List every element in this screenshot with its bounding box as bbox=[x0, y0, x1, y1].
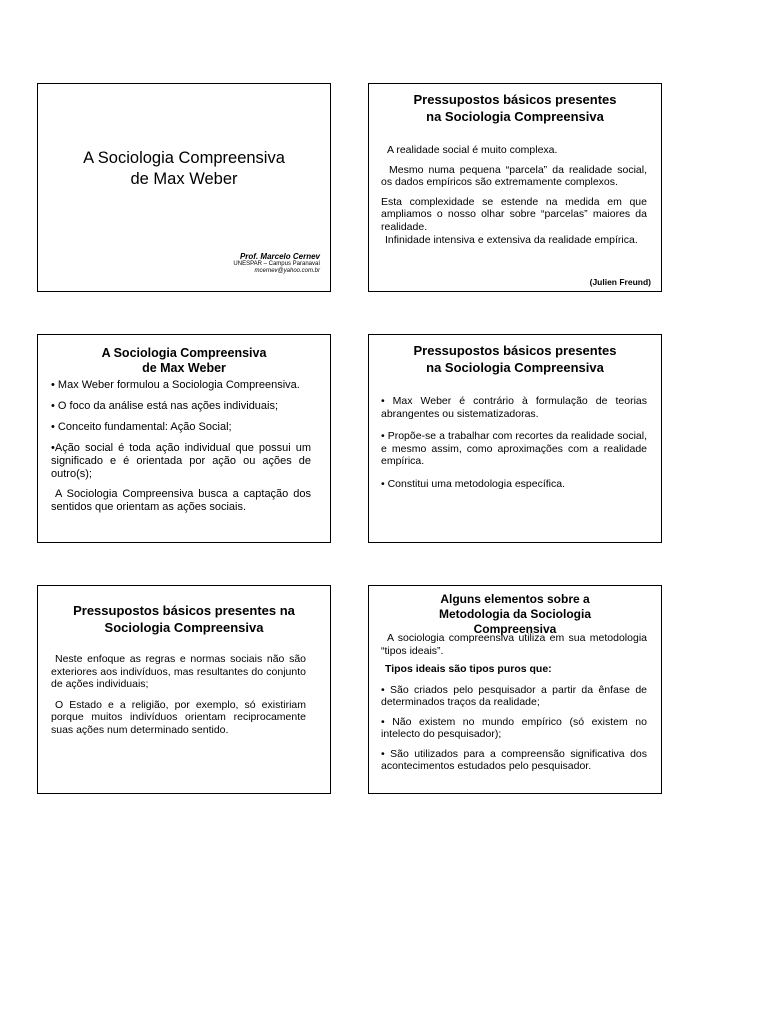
slide-5-body bbox=[51, 653, 306, 743]
author-email: mcernev@yahoo.com.br bbox=[254, 268, 320, 274]
list-item: • Conceito fundamental: Ação Social; bbox=[51, 421, 232, 433]
list-item: • São criados pelo pesquisador a partir da ênfase de determinados traços da realidade; bbox=[381, 683, 647, 708]
author-campus: UNESPAR – Campus Paranavaí bbox=[233, 261, 320, 267]
list-item: •Ação social é toda ação individual que possui um significado e é orientada por ação ou ações de outro(s); bbox=[51, 442, 311, 480]
list-item: • Não existem no mundo empírico (só existem no intelecto do pesquisador); bbox=[381, 715, 647, 740]
slide-4-body bbox=[381, 395, 647, 497]
slide-6 bbox=[368, 585, 662, 794]
list-item: • Max Weber é contrário à formulação de teorias abrangentes ou sistematizadoras. bbox=[381, 395, 647, 420]
slide-2 bbox=[368, 83, 662, 292]
author-block bbox=[233, 252, 320, 275]
slide-6-title: Alguns elementos sobre a Metodologia da Sociologia Compreensiva bbox=[438, 592, 591, 636]
source-citation: (Julien Freund) bbox=[589, 277, 651, 287]
slide-1-title: A Sociologia Compreensiva de Max Weber bbox=[83, 149, 285, 188]
slide-5-title: Pressupostos básicos presentes na Sociologia Compreensiva bbox=[73, 603, 295, 635]
paragraph: Neste enfoque as regras e normas sociais não são exteriores aos indivíduos, mas resultantes do conjunto de ações individuais; bbox=[51, 653, 306, 690]
list-item: • Propõe-se a trabalhar com recortes da realidade social, e mesmo assim, como aproximações com a realidade empírica. bbox=[381, 430, 647, 467]
paragraph: Esta complexidade se estende na medida em que ampliamos o nosso olhar sobre “parcelas” maiores da realidade. bbox=[381, 195, 647, 233]
list-item: • Constitui uma metodologia específica. bbox=[381, 477, 566, 490]
list-item: • São utilizados para a compreensão significativa dos acontecimentos estudados pelo pesquisador. bbox=[381, 747, 647, 772]
subheading: Tipos ideais são tipos puros que: bbox=[385, 663, 552, 675]
slide-6-body bbox=[381, 632, 647, 780]
paragraph: A realidade social é muito complexa. bbox=[387, 144, 558, 156]
paragraph: A Sociologia Compreensiva busca a captação dos sentidos que orientam as ações sociais. bbox=[51, 488, 311, 513]
paragraph: Infinidade intensiva e extensiva da realidade empírica. bbox=[385, 234, 638, 246]
list-item: • Max Weber formulou a Sociologia Compreensiva. bbox=[51, 379, 300, 391]
paragraph: A sociologia compreensiva utiliza em sua metodologia “tipos ideais”. bbox=[381, 632, 647, 657]
list-item: • O foco da análise está nas ações individuais; bbox=[51, 400, 279, 412]
paragraph: Mesmo numa pequena “parcela” da realidade social, os dados empíricos são extremamente complexos. bbox=[381, 163, 647, 188]
slide-1 bbox=[37, 83, 331, 292]
paragraph: O Estado e a religião, por exemplo, só existiriam porque muitos indivíduos orientam reciprocamente suas ações num determinado sentido. bbox=[51, 698, 306, 736]
author-name: Prof. Marcelo Cernev bbox=[239, 252, 320, 261]
slide-3-title: A Sociologia Compreensiva de Max Weber bbox=[101, 346, 267, 375]
slide-2-body bbox=[381, 144, 647, 254]
slide-4 bbox=[368, 334, 662, 543]
slide-4-title: Pressupostos básicos presentes na Sociologia Compreensiva bbox=[413, 343, 617, 375]
slide-3-body bbox=[51, 379, 311, 521]
slide-5 bbox=[37, 585, 331, 794]
slide-2-title: Pressupostos básicos presentes na Sociologia Compreensiva bbox=[413, 92, 617, 124]
slide-3 bbox=[37, 334, 331, 543]
